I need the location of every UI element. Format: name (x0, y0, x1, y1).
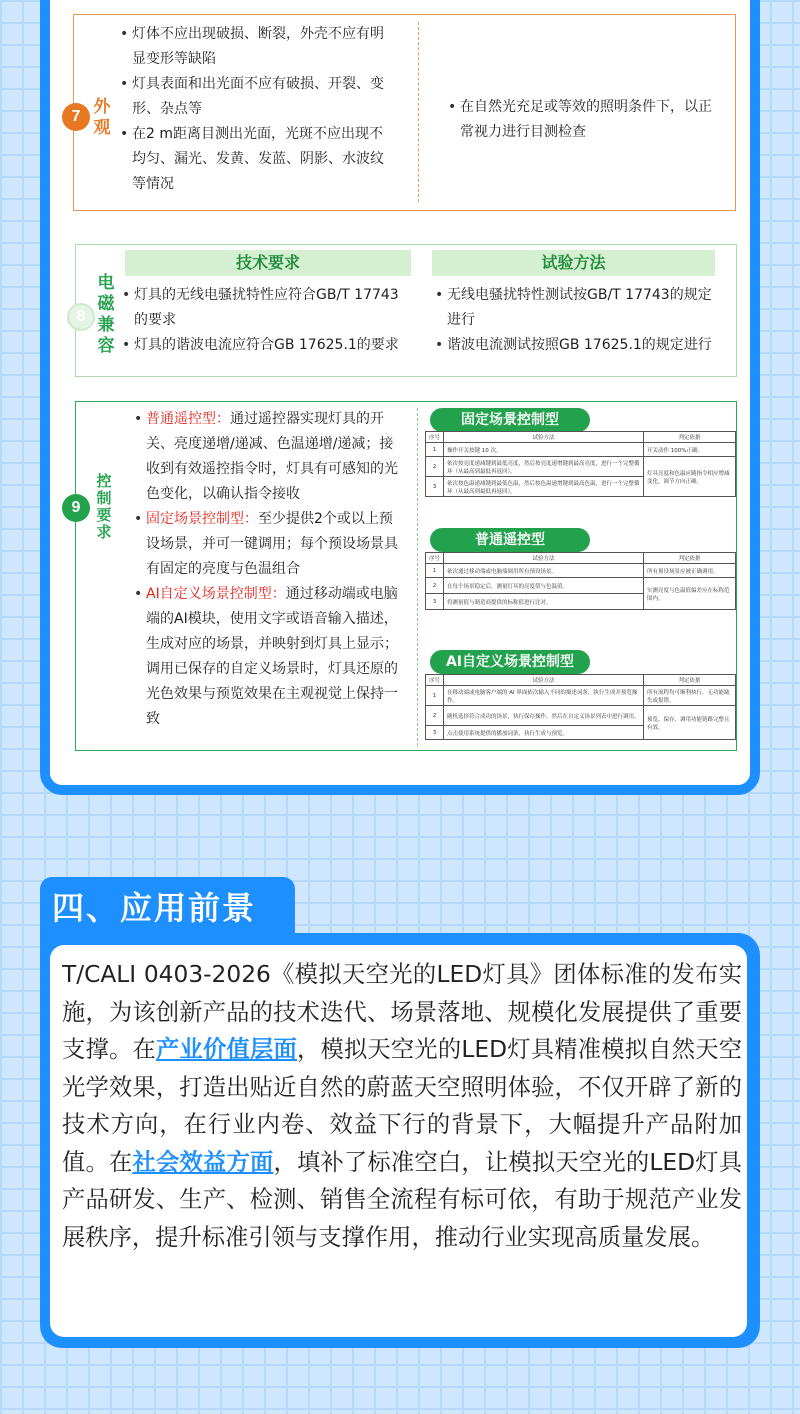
table-cell: 1 (426, 564, 444, 578)
table-header: 判定依据 (644, 675, 736, 686)
table-title: AI自定义场景控制型 (430, 650, 590, 674)
table-cell: 在每个场景稳定后，测量灯具的亮度值与色温值。 (444, 578, 644, 594)
table-header: 判定依据 (644, 432, 736, 443)
paragraph-text: T/CALI 0403-2026《模拟天空光的LED灯具》团体标准的发布实施，为该创新产品的技术迭代、场景落地、规模化发展提供了重要支撑。在 (62, 961, 742, 1063)
table-header: 判定依据 (644, 553, 736, 564)
table-header-row (426, 675, 736, 686)
list-item: • 谐波电流测试按照GB 17625.1的规定进行 (435, 333, 715, 358)
row-label-char: 求 (96, 523, 112, 541)
table-cell: 灯具亮度和色温应随指令相应增减变化，调节方向正确。 (644, 457, 736, 497)
list-item: • 灯具的无线电骚扰特性应符合GB/T 17743的要求 (122, 283, 407, 333)
row-label (94, 473, 114, 541)
table-cell: 1 (426, 443, 444, 457)
header-requirements: 技术要求 (125, 250, 411, 276)
test-table (425, 552, 736, 610)
paragraph-text: ，填补了标准空白，让模拟天空光的LED灯具产品研发、生产、检测、销售全流程有标可依，有助于规范产业发展秩序，提升标准引领与支撑作用，推动行业实现高质量发展。 (62, 1148, 742, 1251)
table-header: 序号 (426, 675, 444, 686)
table-cell: 将测量值与制造商提供的标称值进行比对。 (444, 594, 644, 610)
header-test-methods: 试验方法 (432, 250, 715, 276)
test-table (425, 431, 736, 497)
row-number-badge: 8 (67, 303, 95, 331)
table-header: 试验方法 (444, 553, 644, 564)
table-cell: 依次通过移动端或电脑端调用所有预设场景。 (444, 564, 644, 578)
table-row (426, 686, 736, 706)
row-label-char: 容 (97, 336, 115, 356)
highlight-social-benefit: 社会效益方面 (132, 1148, 274, 1176)
list-item: • 灯具表面和出光面不应有破损、开裂、变形、杂点等 (120, 72, 395, 122)
highlight-industry-value: 产业价值层面 (155, 1036, 297, 1063)
table-cell: 预览、保存、调用功能链路完整且有效。 (644, 706, 736, 740)
list-item (134, 407, 404, 507)
table-cell: 在移动端或电脑客户端的 AI 界面依次输入不同的描述词条，执行生成并预览操作。 (444, 686, 644, 706)
control-types-list (134, 407, 404, 732)
table-title: 固定场景控制型 (430, 408, 590, 432)
table-cell: 1 (426, 686, 444, 706)
requirements-list (120, 22, 395, 197)
table-header-row (426, 553, 736, 564)
application-paragraph (62, 956, 742, 1256)
table-cell: 3 (426, 594, 444, 610)
table-title: 普通遥控型 (430, 528, 590, 552)
table-cell: 所有预设场景应被正确调用。 (644, 564, 736, 578)
row-label-char: 观 (93, 118, 111, 138)
table-header-row (426, 432, 736, 443)
list-item (134, 507, 404, 582)
table-row (426, 443, 736, 457)
table-cell: 3 (426, 477, 444, 497)
list-item (134, 582, 404, 732)
list-item: • 在自然光充足或等效的照明条件下，以正常视力进行目测检查 (448, 95, 723, 145)
row-number-badge: 9 (62, 494, 90, 522)
row-label-char: 控 (96, 472, 112, 490)
table-cell: 实测亮度与色温值偏差应在标称范围内。 (644, 578, 736, 610)
row-label-char: 要 (96, 506, 112, 524)
test-methods-list (435, 283, 715, 358)
table-cell: 所有流程均可顺利执行，无功能缺失或报错。 (644, 686, 736, 706)
paragraph-text: ，模拟天空光的LED灯具精准模拟自然天空光学效果，打造出贴近自然的蔚蓝天空照明体验，不仅开辟了新的技术方向，在行业内卷、效益下行的背景下，大幅提升产品附加值。在 (62, 1036, 743, 1176)
term: 固定场景控制型： (146, 511, 258, 527)
section-title: 四、应用前景 (40, 877, 295, 939)
row-label (92, 97, 112, 139)
description: 通过遥控器实现灯具的开关、亮度递增/递减、色温递增/递减；接收到有效遥控指令时，灯具有可感知的光色变化，以确认指令接收 (146, 411, 398, 502)
table-cell: 2 (426, 578, 444, 594)
list-item: • 灯具的谐波电流应符合GB 17625.1的要求 (122, 333, 407, 358)
table-row (426, 564, 736, 578)
table-header: 序号 (426, 432, 444, 443)
row-label-char: 电 (97, 273, 115, 293)
table-cell: 依次按色温递减键到最低色温，然后按色温递增键到最高色温，进行一个完整循环（从最高到最低再返回）。 (444, 477, 644, 497)
row-label-char: 磁 (97, 294, 115, 314)
list-item: • 在2 m距离目测出光面，光斑不应出现不均匀、漏光、发黄、发蓝、阴影、水波纹等情况 (120, 122, 395, 197)
list-item: • 无线电骚扰特性测试按GB/T 17743的规定进行 (435, 283, 715, 333)
table-cell: 2 (426, 706, 444, 726)
description: 至少提供2个或以上预设场景，并可一键调用；每个预设场景具有固定的亮度与色温组合 (146, 511, 398, 577)
description: 通过移动端或电脑端的AI模块，使用文字或语音输入描述，生成对应的场景，并映射到灯具上显示；调用已保存的自定义场景时，灯具还原的光色效果与预览效果在主观视觉上保持一致 (146, 586, 398, 727)
table-cell: 点击使用系统提供的播放词条，执行生成与预览。 (444, 726, 644, 740)
test-methods-list (448, 95, 723, 145)
table-cell: 开关动作 100%正确。 (644, 443, 736, 457)
divider (417, 408, 418, 746)
table-row (426, 706, 736, 726)
table-cell: 操作开关按键 10 次。 (444, 443, 644, 457)
table-header: 试验方法 (444, 432, 644, 443)
table-cell: 随机选择符合成功的场景，执行保存操作，然后在自定义场景列表中进行调用。 (444, 706, 644, 726)
divider (418, 22, 419, 202)
term: 普通遥控型： (146, 411, 230, 427)
row-label-char: 制 (96, 489, 112, 507)
term: AI自定义场景控制型： (146, 586, 286, 602)
requirements-list (122, 283, 407, 358)
table-cell: 依次按亮度递减键到最低亮度，然后按亮度递增键到最高亮度，进行一个完整循环（从最高到最低再返回）。 (444, 457, 644, 477)
table-cell: 2 (426, 457, 444, 477)
row-number-badge: 7 (62, 103, 90, 131)
list-item: • 灯体不应出现破损、断裂，外壳不应有明显变形等缺陷 (120, 22, 395, 72)
table-header: 序号 (426, 553, 444, 564)
row-label-char: 外 (93, 97, 111, 117)
table-cell: 3 (426, 726, 444, 740)
row-label-char: 兼 (97, 315, 115, 335)
row-label (96, 273, 116, 357)
table-header: 试验方法 (444, 675, 644, 686)
table-row (426, 457, 736, 477)
test-table (425, 674, 736, 740)
table-row (426, 578, 736, 594)
